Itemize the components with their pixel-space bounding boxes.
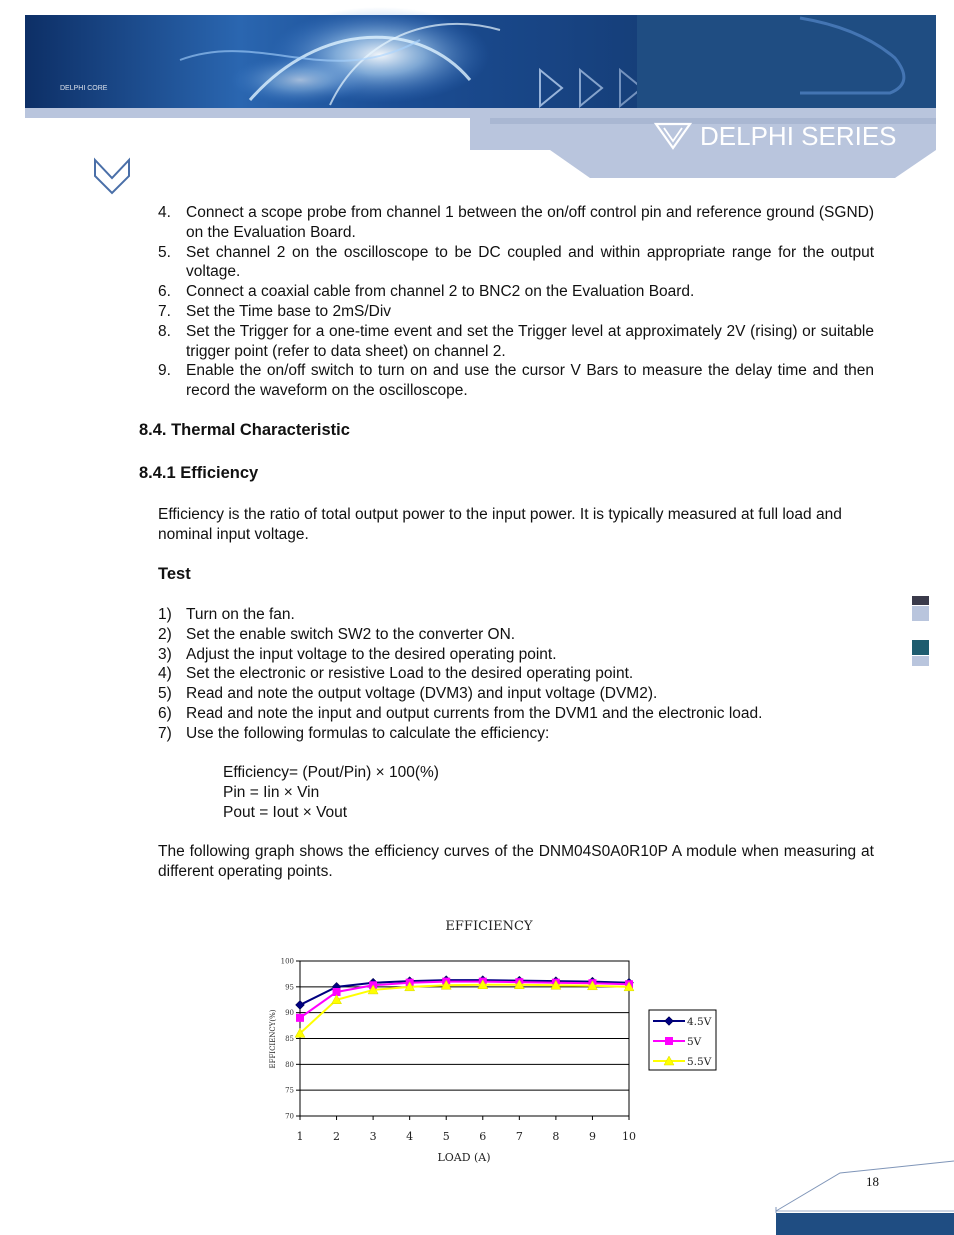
list-item [158, 625, 874, 645]
list-item-number: 7. [158, 302, 171, 320]
list-item-text: Enable the on/off switch to turn on and use the cursor V Bars to measure the delay time and then record the waveform on the oscilloscope. [186, 362, 874, 400]
list-item-text: Connect a scope probe from channel 1 between the on/off control pin and reference ground (SGND) on the Evaluation Board. [186, 204, 874, 241]
list-item-number: 8. [158, 322, 171, 340]
list-item [158, 361, 874, 401]
side-tab-marker [912, 596, 929, 605]
list-item [158, 645, 874, 665]
x-tick-label: 6 [479, 1130, 487, 1143]
y-tick-label: 85 [285, 1035, 294, 1043]
list-item-text: Adjust the input voltage to the desired operating point. [186, 645, 557, 663]
formula-pout: Pout = Iout × Vout [223, 804, 348, 821]
data-point [296, 1014, 304, 1022]
x-tick-label: 3 [369, 1130, 377, 1143]
list-item-text: Set the electronic or resistive Load to the desired operating point. [186, 665, 634, 683]
list-item [158, 605, 874, 625]
side-tab-marker [912, 640, 929, 655]
list-item [158, 322, 874, 362]
y-tick-label: 75 [285, 1086, 294, 1095]
subsection-heading: 8.4.1 Efficiency [139, 464, 259, 482]
footer-graphic [770, 1155, 954, 1235]
chart-title: EFFICIENCY [445, 919, 533, 934]
x-tick-label: 8 [552, 1130, 560, 1143]
list-item-number: 2) [158, 625, 172, 643]
chart-legend [649, 1010, 716, 1070]
continued-steps-list [158, 203, 874, 401]
x-tick-label: 9 [588, 1130, 596, 1143]
list-item-number: 5. [158, 243, 171, 261]
y-tick-label: 100 [280, 957, 294, 966]
y-tick-label: 90 [285, 1009, 294, 1018]
list-item [158, 684, 874, 704]
x-tick-label: 5 [442, 1130, 450, 1143]
chart-y-axis-label: EFFICIENCY(%) [269, 1009, 277, 1069]
list-item-text: Set the Time base to 2mS/Div [186, 302, 392, 320]
brand-title: DELPHI SERIES [700, 121, 897, 151]
list-item-number: 5) [158, 685, 172, 703]
list-item-number: 6. [158, 283, 171, 301]
legend-label: 5V [687, 1036, 702, 1048]
chevron-down-icon [95, 160, 129, 193]
x-tick-label: 7 [515, 1130, 523, 1143]
formula-efficiency: Efficiency= (Pout/Pin) × 100(%) [223, 764, 439, 781]
list-item-number: 4) [158, 665, 172, 683]
page-number: 18 [866, 1174, 879, 1189]
y-tick-label: 80 [285, 1060, 294, 1069]
legend-label: 5.5V [687, 1056, 712, 1068]
section-heading: 8.4. Thermal Characteristic [139, 421, 350, 439]
legend-marker [665, 1037, 673, 1045]
list-item-text: Set the enable switch SW2 to the converter ON. [186, 625, 516, 643]
y-tick-label: 70 [285, 1112, 294, 1121]
list-item [158, 302, 874, 322]
header-graphic [0, 0, 954, 200]
intro-paragraph: Efficiency is the ratio of total output power to the input power. It is typically measured at full load and nominal input voltage. [158, 506, 842, 543]
x-tick-label: 1 [296, 1130, 304, 1143]
list-item [158, 282, 874, 302]
list-item-text: Set the Trigger for a one-time event and set the Trigger level at approximately 2V (rising) or suitable trigger point (refer to data sheet) on channel 2. [186, 322, 874, 360]
list-item [158, 704, 874, 724]
list-item-number: 7) [158, 724, 172, 742]
graph-paragraph: The following graph shows the efficiency curves of the DNM04S0A0R10P A module when measuring at different operating points. [158, 843, 874, 880]
list-item [158, 243, 874, 283]
list-item-text: Read and note the output voltage (DVM3) and input voltage (DVM2). [186, 685, 658, 703]
list-item-number: 6) [158, 704, 172, 722]
x-tick-label: 2 [333, 1130, 341, 1143]
y-tick-label: 95 [285, 983, 294, 992]
test-steps-list [158, 605, 874, 744]
legend-label: 4.5V [687, 1016, 712, 1028]
x-tick-label: 4 [406, 1130, 414, 1143]
list-item-text: Use the following formulas to calculate the efficiency: [186, 724, 550, 742]
list-item [158, 664, 874, 684]
small-logo-text: DELPHI CORE [60, 85, 108, 92]
side-tab-marker [912, 656, 929, 666]
efficiency-chart [250, 910, 740, 1170]
list-item [158, 724, 874, 744]
list-item-text: Read and note the input and output currents from the DVM1 and the electronic load. [186, 704, 763, 722]
list-item-number: 4. [158, 204, 171, 221]
list-item-text: Turn on the fan. [186, 606, 295, 623]
list-item-number: 9. [158, 362, 171, 380]
formula-pin: Pin = Iin × Vin [223, 784, 320, 801]
chart-x-axis-label: LOAD (A) [437, 1151, 491, 1164]
test-heading: Test [158, 565, 191, 583]
list-item [158, 203, 874, 243]
list-item-number: 1) [158, 606, 172, 623]
header-banner [0, 0, 954, 200]
list-item-text: Connect a coaxial cable from channel 2 to BNC2 on the Evaluation Board. [186, 283, 695, 301]
list-item-number: 3) [158, 645, 172, 663]
list-item-text: Set channel 2 on the oscilloscope to be DC coupled and within appropriate range for the output voltage. [186, 243, 874, 281]
side-tab-marker [912, 606, 929, 621]
x-tick-label: 10 [622, 1130, 636, 1143]
